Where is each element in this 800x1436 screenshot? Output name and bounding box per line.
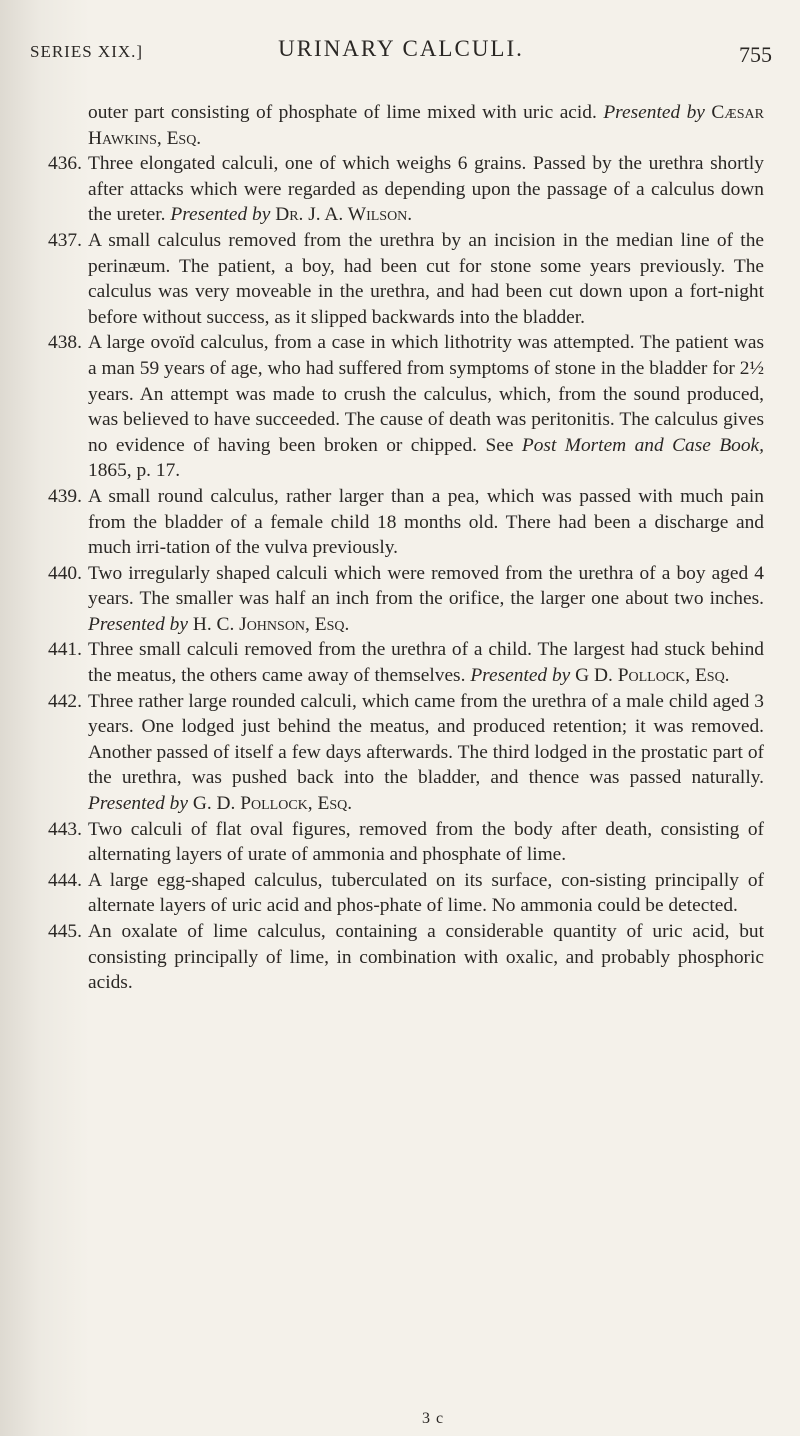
entry-text: outer part consisting of phosphate of lime mixed with uric acid. [88,102,597,123]
catalogue-entry [48,817,764,868]
entry-number: 441. [48,639,82,661]
entry-credit: Presented by [88,793,188,815]
entry-number: 443. [48,818,82,840]
series-label: SERIES XIX.] [30,42,144,61]
entry-number: 444. [48,869,82,891]
entry-text: A large ovoïd calculus, from a case in which lithotrity was attempted. The patient was a man 59 years of age, who had suffered from symptoms of stone in the bladder for 2½ years. An attempt was made to crush the calculus, which, from the sound produced, was believed to have succeeded. The cause of death was peritonitis. The calculus gives no evidence of having been broken or chipped. See [88,332,764,456]
entry-donor: G D. Pollock, Esq. [575,665,730,687]
entry-text: Three small calculi removed from the urethra of a child. The largest had stuck behind the meatus, the others came away of themselves. [88,639,764,687]
entry-text: Two irregularly shaped calculi which were removed from the urethra of a boy aged 4 years. The smaller was half an inch from the orifice, the larger one about two inches. [88,562,764,610]
entry-number: 436. [48,153,82,175]
entry-donor: H. C. Johnson, Esq. [192,613,350,635]
entry-text: Three rather large rounded calculi, which came from the urethra of a male child aged 3 years. One lodged just behind the meatus, and produced retention; it was removed. Another passed of itself a few days afterwards. The third lodged in the prostatic part of the urethra, was pushed back into the bladder, and thence was passed naturally. [88,690,764,789]
signature-mark: 3 c [422,1410,445,1427]
entry-number: 438. [48,332,82,354]
catalogue-entry [48,561,764,638]
catalogue-entry [48,228,764,330]
entry-donor: Cæsar Hawkins, Esq. [88,102,764,149]
entry-credit: Presented by [470,665,571,687]
entry-reference-page: 1865, p. 17. [88,460,181,482]
continued-entry [48,100,764,151]
catalogue-entry [48,484,764,561]
entry-reference: Post Mortem and Case Book, [521,434,765,456]
entry-donor: G. D. Pollock, Esq. [192,793,353,815]
catalogue-entry [48,637,764,688]
entry-number: 439. [48,485,82,507]
entry-text: An oxalate of lime calculus, containing a considerable quantity of uric acid, but consisting principally of lime, in combination with oxalic, and probably phosphoric acids. [88,921,764,994]
catalogue-entry [48,868,764,919]
entry-number: 440. [48,562,82,584]
entry-text: A small calculus removed from the urethra by an incision in the median line of the perinæum. The patient, a boy, had been cut for stone some years previously. The calculus was very moveable in the urethra, and had been cut down upon a fort-night before without success, as it slipped backwards into the bladder. [88,229,764,328]
running-header [30,28,772,68]
catalogue-entry [48,689,764,817]
entry-credit: Presented by [603,102,705,123]
entry-text: Two calculi of flat oval figures, removed from the body after death, consisting of alternating layers of urate of ammonia and phosphate of lime. [88,818,764,866]
catalogue-entry [48,919,764,996]
entry-number: 442. [48,690,82,712]
entry-credit: Presented by [170,204,271,226]
running-title: URINARY CALCULI. [278,36,524,61]
entry-donor: Dr. J. A. Wilson. [275,204,413,226]
entry-credit: Presented by [88,613,188,635]
entry-text: A large egg-shaped calculus, tuberculated on its surface, con-sisting principally of alternate layers of uric acid and phos-phate of lime. No ammonia could be detected. [88,869,764,917]
catalogue-entries [48,100,764,996]
catalogue-entry [48,330,764,484]
entry-number: 437. [48,229,82,251]
catalogue-entry [48,151,764,228]
entry-number: 445. [48,921,82,942]
entry-text: Three elongated calculi, one of which weighs 6 grains. Passed by the urethra shortly after attacks which were regarded as depending upon the passage of a calculus down the ureter. [88,153,764,226]
entry-text: A small round calculus, rather larger than a pea, which was passed with much pain from the bladder of a female child 18 months old. There had been a discharge and much irri-tation of the vulva previously. [88,485,764,559]
page-number: 755 [739,42,772,67]
